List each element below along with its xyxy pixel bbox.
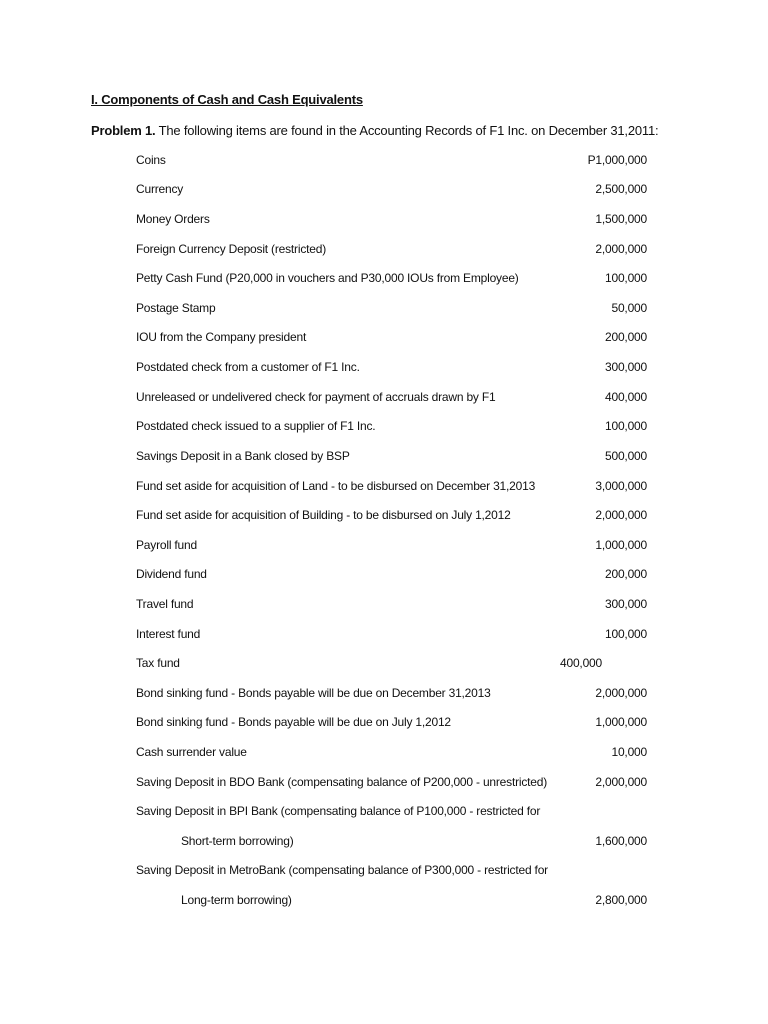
line-item [0,419,768,437]
line-item [0,212,768,230]
line-item-amount: 2,000,000 [595,775,647,789]
line-item [0,508,768,526]
line-item-amount: 2,000,000 [595,508,647,522]
line-item-label: Saving Deposit in MetroBank (compensating balance of P300,000 - restricted for [136,863,548,877]
line-item [0,834,768,852]
line-item-amount: 2,500,000 [595,182,647,196]
line-item-label: Unreleased or undelivered check for payment of accruals drawn by F1 [136,390,496,404]
line-item [0,627,768,645]
line-item [0,153,768,171]
line-item-amount: 2,000,000 [595,686,647,700]
line-item-amount: 2,000,000 [595,242,647,256]
problem-text: The following items are found in the Accounting Records of F1 Inc. on December 31,2011: [155,123,659,138]
line-item-amount: 200,000 [605,330,647,344]
line-item [0,301,768,319]
line-item-label: Payroll fund [136,538,197,552]
line-item [0,715,768,733]
line-item-amount: 1,000,000 [595,715,647,729]
line-item-label: Tax fund [136,656,180,670]
line-item-amount: 10,000 [611,745,647,759]
line-item-amount: 400,000 [560,656,602,670]
line-item-amount: 1,000,000 [595,538,647,552]
line-item-label: Long-term borrowing) [181,893,292,907]
line-item-amount: 500,000 [605,449,647,463]
line-item-amount: 1,600,000 [595,834,647,848]
line-item-amount: P1,000,000 [587,153,647,167]
line-item-label: Postdated check from a customer of F1 Inc. [136,360,360,374]
line-item [0,745,768,763]
line-item-label: Postage Stamp [136,301,216,315]
line-item-amount: 3,000,000 [595,479,647,493]
line-item [0,242,768,260]
line-item [0,597,768,615]
line-item [0,271,768,289]
line-item-amount: 300,000 [605,360,647,374]
line-item-amount: 2,800,000 [595,893,647,907]
line-item-label: Petty Cash Fund (P20,000 in vouchers and P30,000 IOUs from Employee) [136,271,519,285]
line-item-label: Short-term borrowing) [181,834,294,848]
line-item [0,893,768,911]
line-item [0,330,768,348]
line-item-label: Bond sinking fund - Bonds payable will be due on July 1,2012 [136,715,451,729]
problem-intro [91,123,658,138]
line-item [0,182,768,200]
line-item-label: Bond sinking fund - Bonds payable will be due on December 31,2013 [136,686,491,700]
line-item-label: Cash surrender value [136,745,247,759]
line-item-amount: 100,000 [605,271,647,285]
line-item [0,775,768,793]
line-item-amount: 200,000 [605,567,647,581]
line-item-label: Foreign Currency Deposit (restricted) [136,242,326,256]
line-item-label: Fund set aside for acquisition of Land - to be disbursed on December 31,2013 [136,479,536,493]
line-item-label: Dividend fund [136,567,207,581]
line-item [0,804,768,822]
line-item-amount: 400,000 [605,390,647,404]
line-item-label: Saving Deposit in BPI Bank (compensating balance of P100,000 - restricted for [136,804,541,818]
line-item [0,360,768,378]
line-item-label: Postdated check issued to a supplier of F1 Inc. [136,419,376,433]
line-item [0,656,768,674]
line-item-label: Fund set aside for acquisition of Building - to be disbursed on July 1,2012 [136,508,511,522]
line-item-label: Saving Deposit in BDO Bank (compensating balance of P200,000 - unrestricted) [136,775,548,789]
line-item-amount: 100,000 [605,419,647,433]
line-item [0,479,768,497]
line-item-amount: 300,000 [605,597,647,611]
line-item-amount: 50,000 [611,301,647,315]
line-item-label: Coins [136,153,166,167]
line-item [0,863,768,881]
line-item-label: Interest fund [136,627,201,641]
line-item [0,567,768,585]
line-item-label: Travel fund [136,597,194,611]
line-item-amount: 100,000 [605,627,647,641]
line-item-label: Currency [136,182,184,196]
line-item [0,686,768,704]
line-item [0,449,768,467]
line-item-label: Savings Deposit in a Bank closed by BSP [136,449,350,463]
line-item-label: IOU from the Company president [136,330,307,344]
line-item-label: Money Orders [136,212,210,226]
problem-label: Problem 1. [91,123,156,138]
line-item [0,538,768,556]
line-item [0,390,768,408]
section-heading: I. Components of Cash and Cash Equivalents [91,92,363,107]
line-item-amount: 1,500,000 [595,212,647,226]
